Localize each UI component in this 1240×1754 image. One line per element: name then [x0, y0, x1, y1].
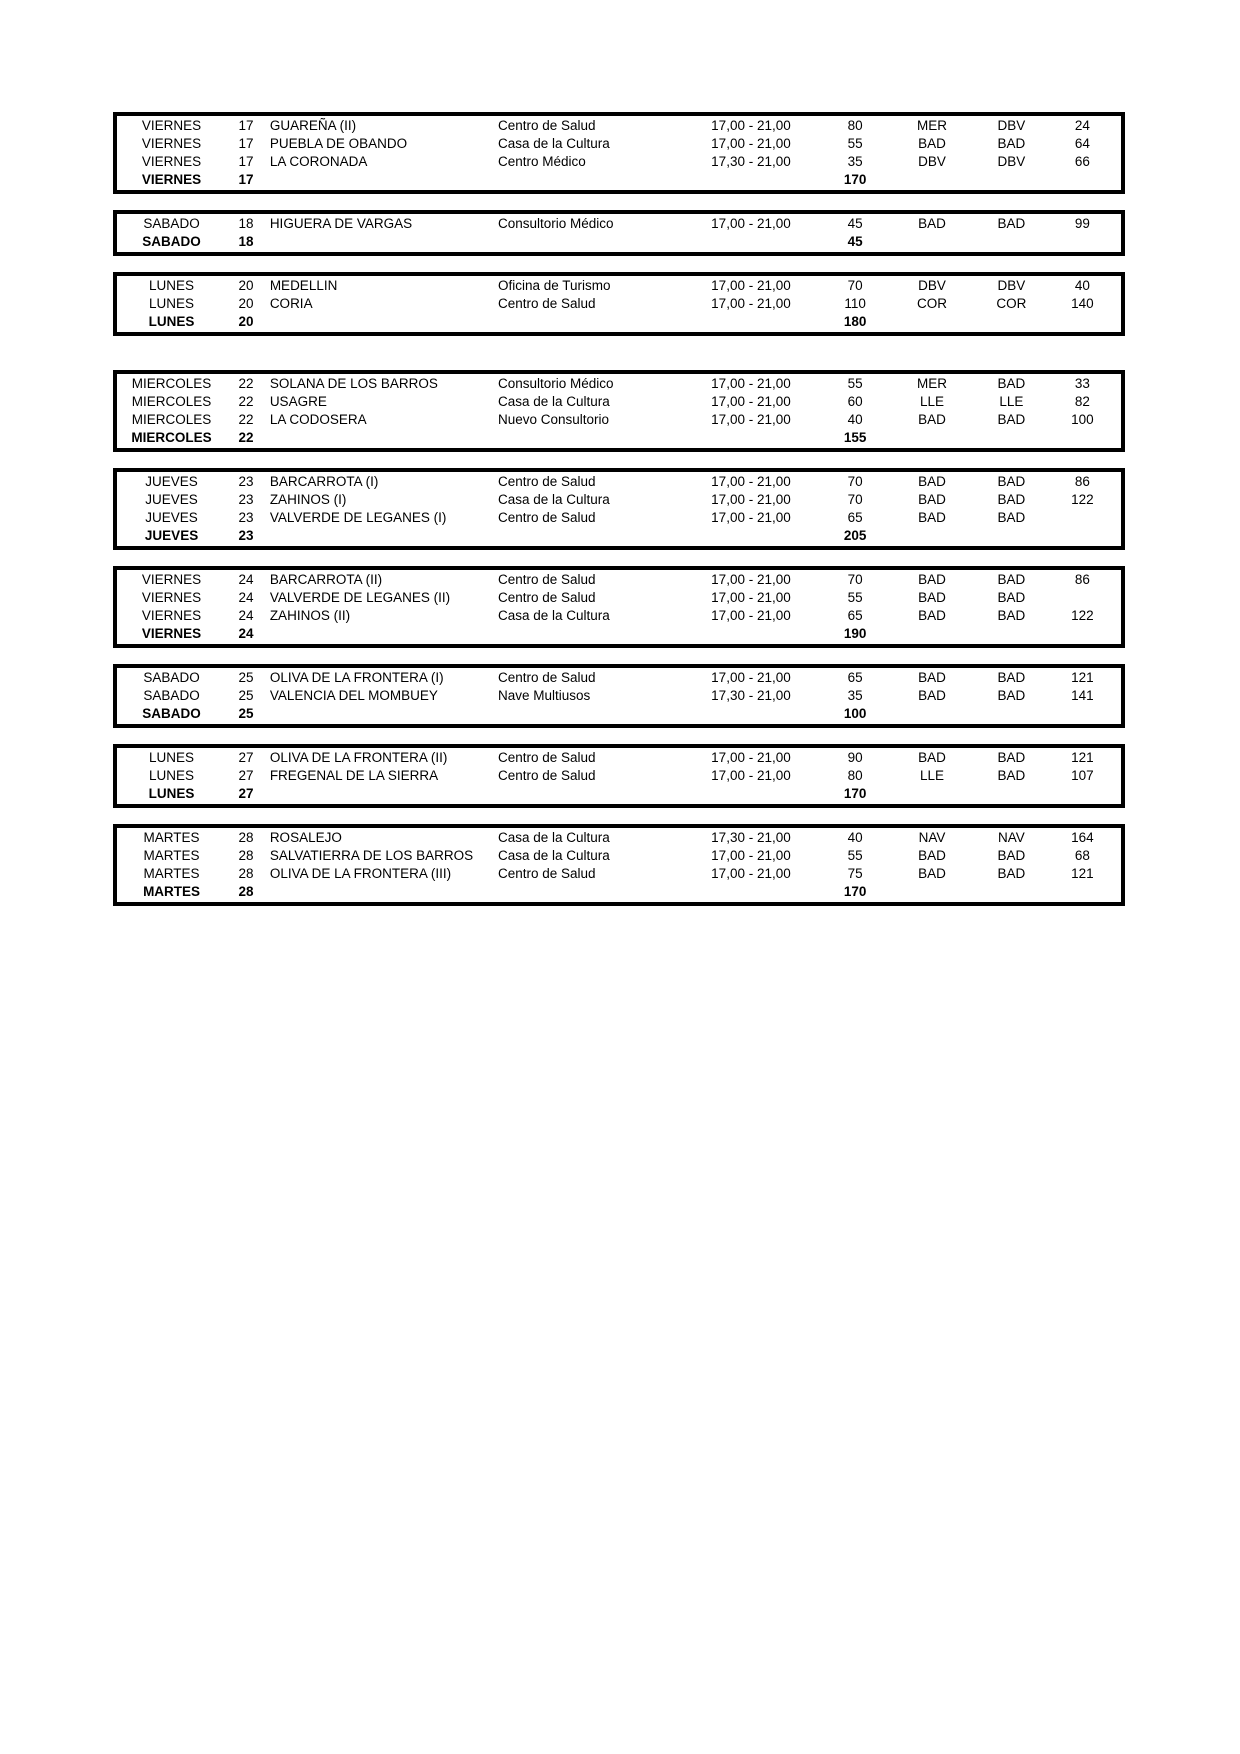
- code-b-cell: COR: [996, 296, 1027, 311]
- number-cell: 24: [1074, 118, 1090, 133]
- hours-cell: 17,00 - 21,00: [711, 768, 791, 783]
- hours-cell: 17,00 - 21,00: [711, 412, 791, 427]
- hours-cell: 17,00 - 21,00: [711, 670, 791, 685]
- hours-cell: 17,00 - 21,00: [711, 278, 791, 293]
- venue-cell: Centro de Salud: [497, 572, 596, 587]
- location-cell: OLIVA DE LA FRONTERA (I): [269, 670, 444, 685]
- day-cell: VIERNES: [141, 608, 202, 623]
- hours-cell: 17,30 - 21,00: [711, 688, 791, 703]
- capacity-cell: 45: [847, 216, 863, 231]
- total-day-cell: VIERNES: [141, 626, 202, 641]
- day-cell: LUNES: [149, 296, 195, 311]
- code-b-cell: BAD: [997, 492, 1026, 507]
- capacity-cell: 70: [847, 492, 863, 507]
- number-cell: 100: [1071, 412, 1094, 427]
- total-date-cell: 18: [238, 234, 254, 249]
- hours-cell: 17,00 - 21,00: [711, 848, 791, 863]
- day-cell: JUEVES: [145, 510, 198, 525]
- hours-cell: 17,00 - 21,00: [711, 750, 791, 765]
- total-row: [117, 625, 1121, 643]
- code-a-cell: BAD: [918, 216, 946, 231]
- table-row: [117, 295, 1121, 313]
- schedule-group: [113, 272, 1125, 336]
- number-cell: 107: [1071, 768, 1094, 783]
- total-day-cell: MARTES: [143, 884, 201, 899]
- hours-cell: 17,00 - 21,00: [711, 590, 791, 605]
- date-cell: 27: [238, 750, 254, 765]
- total-date-cell: 24: [238, 626, 254, 641]
- capacity-cell: 80: [847, 118, 863, 133]
- table-row: [117, 491, 1121, 509]
- code-b-cell: BAD: [997, 412, 1026, 427]
- table-row: [117, 473, 1121, 491]
- capacity-cell: 65: [847, 670, 863, 685]
- venue-cell: Nave Multiusos: [497, 688, 591, 703]
- number-cell: 64: [1074, 136, 1090, 151]
- code-b-cell: BAD: [997, 768, 1026, 783]
- date-cell: 23: [238, 474, 254, 489]
- total-capacity-cell: 170: [843, 786, 867, 801]
- date-cell: 17: [238, 154, 254, 169]
- capacity-cell: 35: [847, 154, 863, 169]
- number-cell: 33: [1074, 376, 1090, 391]
- table-row: [117, 277, 1121, 295]
- total-day-cell: SABADO: [142, 706, 201, 721]
- capacity-cell: 60: [847, 394, 863, 409]
- venue-cell: Casa de la Cultura: [497, 492, 610, 507]
- total-date-cell: 22: [238, 430, 254, 445]
- hours-cell: 17,00 - 21,00: [711, 474, 791, 489]
- total-capacity-cell: 100: [843, 706, 867, 721]
- code-a-cell: DBV: [918, 154, 946, 169]
- location-cell: LA CODOSERA: [269, 412, 367, 427]
- date-cell: 17: [238, 118, 254, 133]
- table-row: [117, 589, 1121, 607]
- number-cell: 86: [1074, 474, 1090, 489]
- hours-cell: 17,00 - 21,00: [711, 608, 791, 623]
- venue-cell: Centro de Salud: [497, 296, 596, 311]
- table-row: [117, 411, 1121, 429]
- total-date-cell: 27: [238, 786, 254, 801]
- code-b-cell: BAD: [997, 136, 1026, 151]
- location-cell: VALVERDE DE LEGANES (I): [269, 510, 447, 525]
- location-cell: FREGENAL DE LA SIERRA: [269, 768, 439, 783]
- number-cell: 40: [1074, 278, 1090, 293]
- total-row: [117, 527, 1121, 545]
- date-cell: 22: [238, 376, 254, 391]
- total-date-cell: 17: [238, 172, 254, 187]
- total-capacity-cell: 45: [847, 234, 863, 249]
- venue-cell: Consultorio Médico: [497, 376, 614, 391]
- code-b-cell: NAV: [998, 830, 1025, 845]
- code-a-cell: BAD: [918, 670, 946, 685]
- code-a-cell: BAD: [918, 492, 946, 507]
- table-row: [117, 829, 1121, 847]
- venue-cell: Centro de Salud: [497, 768, 596, 783]
- schedule-group: [113, 468, 1125, 550]
- code-b-cell: BAD: [997, 216, 1026, 231]
- total-day-cell: LUNES: [148, 314, 195, 329]
- total-row: [117, 171, 1121, 189]
- code-b-cell: BAD: [997, 608, 1026, 623]
- date-cell: 23: [238, 492, 254, 507]
- code-b-cell: BAD: [997, 572, 1026, 587]
- total-capacity-cell: 190: [843, 626, 867, 641]
- day-cell: JUEVES: [145, 474, 198, 489]
- day-cell: MARTES: [143, 830, 200, 845]
- code-a-cell: BAD: [918, 750, 946, 765]
- location-cell: VALENCIA DEL MOMBUEY: [269, 688, 438, 703]
- date-cell: 27: [238, 768, 254, 783]
- table-row: [117, 153, 1121, 171]
- total-capacity-cell: 180: [843, 314, 867, 329]
- location-cell: HIGUERA DE VARGAS: [269, 216, 413, 231]
- code-a-cell: BAD: [918, 412, 946, 427]
- hours-cell: 17,00 - 21,00: [711, 866, 791, 881]
- venue-cell: Casa de la Cultura: [497, 394, 610, 409]
- code-a-cell: BAD: [918, 572, 946, 587]
- day-cell: LUNES: [149, 750, 195, 765]
- capacity-cell: 40: [847, 412, 863, 427]
- total-capacity-cell: 155: [843, 430, 867, 445]
- schedule-group: [113, 112, 1125, 194]
- hours-cell: 17,00 - 21,00: [711, 394, 791, 409]
- capacity-cell: 75: [847, 866, 863, 881]
- date-cell: 28: [238, 866, 254, 881]
- capacity-cell: 55: [847, 136, 863, 151]
- number-cell: 121: [1071, 670, 1094, 685]
- total-day-cell: VIERNES: [141, 172, 202, 187]
- location-cell: OLIVA DE LA FRONTERA (II): [269, 750, 448, 765]
- number-cell: 121: [1071, 866, 1094, 881]
- capacity-cell: 35: [847, 688, 863, 703]
- total-day-cell: MIERCOLES: [131, 430, 212, 445]
- total-capacity-cell: 170: [843, 172, 867, 187]
- schedule-group: [113, 744, 1125, 808]
- hours-cell: 17,00 - 21,00: [711, 376, 791, 391]
- table-row: [117, 749, 1121, 767]
- total-day-cell: SABADO: [142, 234, 201, 249]
- capacity-cell: 70: [847, 572, 863, 587]
- location-cell: VALVERDE DE LEGANES (II): [269, 590, 451, 605]
- total-row: [117, 705, 1121, 723]
- venue-cell: Centro de Salud: [497, 590, 596, 605]
- day-cell: LUNES: [149, 278, 195, 293]
- location-cell: PUEBLA DE OBANDO: [269, 136, 408, 151]
- number-cell: 141: [1071, 688, 1094, 703]
- number-cell: 140: [1071, 296, 1094, 311]
- code-a-cell: MER: [917, 118, 948, 133]
- venue-cell: Centro de Salud: [497, 670, 596, 685]
- table-row: [117, 135, 1121, 153]
- number-cell: 99: [1074, 216, 1090, 231]
- code-a-cell: BAD: [918, 474, 946, 489]
- table-row: [117, 117, 1121, 135]
- venue-cell: Casa de la Cultura: [497, 848, 610, 863]
- schedule-group: [113, 824, 1125, 906]
- location-cell: LA CORONADA: [269, 154, 368, 169]
- table-row: [117, 375, 1121, 393]
- code-b-cell: BAD: [997, 866, 1026, 881]
- number-cell: 164: [1071, 830, 1094, 845]
- date-cell: 24: [238, 572, 254, 587]
- venue-cell: Consultorio Médico: [497, 216, 614, 231]
- location-cell: BARCARROTA (I): [269, 474, 379, 489]
- number-cell: 66: [1074, 154, 1090, 169]
- date-cell: 22: [238, 394, 254, 409]
- day-cell: MARTES: [143, 866, 200, 881]
- venue-cell: Centro de Salud: [497, 510, 596, 525]
- total-date-cell: 28: [238, 884, 254, 899]
- total-day-cell: JUEVES: [144, 528, 199, 543]
- code-b-cell: DBV: [997, 118, 1026, 133]
- day-cell: LUNES: [149, 768, 195, 783]
- table-row: [117, 767, 1121, 785]
- table-row: [117, 571, 1121, 589]
- capacity-cell: 90: [847, 750, 863, 765]
- table-row: [117, 687, 1121, 705]
- total-row: [117, 429, 1121, 447]
- code-a-cell: COR: [917, 296, 948, 311]
- code-a-cell: LLE: [920, 394, 945, 409]
- schedule-group: [113, 210, 1125, 256]
- location-cell: ZAHINOS (I): [269, 492, 347, 507]
- date-cell: 28: [238, 848, 254, 863]
- code-a-cell: BAD: [918, 866, 946, 881]
- total-capacity-cell: 205: [843, 528, 867, 543]
- date-cell: 25: [238, 688, 254, 703]
- table-row: [117, 847, 1121, 865]
- total-row: [117, 233, 1121, 251]
- total-date-cell: 25: [238, 706, 254, 721]
- number-cell: 122: [1071, 608, 1094, 623]
- date-cell: 20: [238, 296, 254, 311]
- table-row: [117, 393, 1121, 411]
- table-row: [117, 215, 1121, 233]
- day-cell: SABADO: [143, 670, 200, 685]
- location-cell: GUAREÑA (II): [269, 118, 357, 133]
- day-cell: VIERNES: [141, 572, 202, 587]
- capacity-cell: 55: [847, 376, 863, 391]
- location-cell: ZAHINOS (II): [269, 608, 351, 623]
- venue-cell: Centro de Salud: [497, 474, 596, 489]
- number-cell: 68: [1074, 848, 1090, 863]
- location-cell: SOLANA DE LOS BARROS: [269, 376, 438, 391]
- location-cell: USAGRE: [269, 394, 327, 409]
- code-b-cell: LLE: [999, 394, 1024, 409]
- date-cell: 24: [238, 608, 254, 623]
- code-b-cell: BAD: [997, 376, 1026, 391]
- date-cell: 17: [238, 136, 254, 151]
- hours-cell: 17,00 - 21,00: [711, 216, 791, 231]
- capacity-cell: 40: [847, 830, 863, 845]
- code-a-cell: NAV: [918, 830, 946, 845]
- day-cell: SABADO: [143, 688, 200, 703]
- code-a-cell: BAD: [918, 848, 946, 863]
- capacity-cell: 80: [847, 768, 863, 783]
- code-b-cell: BAD: [997, 848, 1026, 863]
- code-b-cell: BAD: [997, 510, 1026, 525]
- day-cell: MIERCOLES: [131, 376, 212, 391]
- date-cell: 23: [238, 510, 254, 525]
- location-cell: CORIA: [269, 296, 313, 311]
- table-row: [117, 865, 1121, 883]
- number-cell: 122: [1071, 492, 1094, 507]
- day-cell: MIERCOLES: [131, 412, 212, 427]
- total-row: [117, 313, 1121, 331]
- venue-cell: Oficina de Turismo: [497, 278, 611, 293]
- code-b-cell: DBV: [997, 154, 1026, 169]
- total-capacity-cell: 170: [843, 884, 867, 899]
- code-a-cell: BAD: [918, 688, 946, 703]
- hours-cell: 17,00 - 21,00: [711, 136, 791, 151]
- capacity-cell: 55: [847, 848, 863, 863]
- day-cell: MIERCOLES: [131, 394, 212, 409]
- table-row: [117, 669, 1121, 687]
- hours-cell: 17,30 - 21,00: [711, 154, 791, 169]
- number-cell: 82: [1074, 394, 1090, 409]
- location-cell: ROSALEJO: [269, 830, 342, 845]
- code-b-cell: BAD: [997, 750, 1026, 765]
- total-day-cell: LUNES: [148, 786, 195, 801]
- capacity-cell: 70: [847, 474, 863, 489]
- total-date-cell: 23: [238, 528, 254, 543]
- number-cell: 86: [1074, 572, 1090, 587]
- total-date-cell: 20: [238, 314, 254, 329]
- total-row: [117, 785, 1121, 803]
- venue-cell: Centro de Salud: [497, 866, 596, 881]
- day-cell: VIERNES: [141, 118, 202, 133]
- capacity-cell: 110: [844, 296, 866, 311]
- day-cell: SABADO: [143, 216, 200, 231]
- date-cell: 18: [238, 216, 254, 231]
- code-b-cell: DBV: [997, 278, 1026, 293]
- schedule-table: [113, 112, 1125, 922]
- capacity-cell: 55: [847, 590, 863, 605]
- hours-cell: 17,00 - 21,00: [711, 572, 791, 587]
- schedule-group: [113, 370, 1125, 452]
- hours-cell: 17,30 - 21,00: [711, 830, 791, 845]
- capacity-cell: 65: [847, 608, 863, 623]
- code-b-cell: BAD: [997, 474, 1026, 489]
- hours-cell: 17,00 - 21,00: [711, 118, 791, 133]
- schedule-group: [113, 664, 1125, 728]
- location-cell: BARCARROTA (II): [269, 572, 383, 587]
- venue-cell: Casa de la Cultura: [497, 608, 610, 623]
- venue-cell: Centro de Salud: [497, 118, 596, 133]
- venue-cell: Centro Médico: [497, 154, 586, 169]
- code-a-cell: BAD: [918, 136, 946, 151]
- day-cell: VIERNES: [141, 590, 202, 605]
- date-cell: 25: [238, 670, 254, 685]
- location-cell: OLIVA DE LA FRONTERA (III): [269, 866, 452, 881]
- number-cell: 121: [1071, 750, 1094, 765]
- capacity-cell: 70: [847, 278, 863, 293]
- code-a-cell: LLE: [920, 768, 945, 783]
- date-cell: 24: [238, 590, 254, 605]
- hours-cell: 17,00 - 21,00: [711, 296, 791, 311]
- code-b-cell: BAD: [997, 670, 1026, 685]
- venue-cell: Casa de la Cultura: [497, 830, 610, 845]
- day-cell: VIERNES: [141, 136, 202, 151]
- hours-cell: 17,00 - 21,00: [711, 510, 791, 525]
- code-a-cell: MER: [917, 376, 948, 391]
- venue-cell: Centro de Salud: [497, 750, 596, 765]
- total-row: [117, 883, 1121, 901]
- code-a-cell: BAD: [918, 590, 946, 605]
- date-cell: 22: [238, 412, 254, 427]
- venue-cell: Casa de la Cultura: [497, 136, 610, 151]
- code-a-cell: DBV: [918, 278, 946, 293]
- venue-cell: Nuevo Consultorio: [497, 412, 610, 427]
- capacity-cell: 65: [847, 510, 863, 525]
- day-cell: VIERNES: [141, 154, 202, 169]
- code-b-cell: BAD: [997, 590, 1026, 605]
- hours-cell: 17,00 - 21,00: [711, 492, 791, 507]
- table-row: [117, 509, 1121, 527]
- schedule-group: [113, 566, 1125, 648]
- location-cell: SALVATIERRA DE LOS BARROS: [269, 848, 474, 863]
- date-cell: 20: [238, 278, 254, 293]
- day-cell: MARTES: [143, 848, 200, 863]
- code-a-cell: BAD: [918, 608, 946, 623]
- table-row: [117, 607, 1121, 625]
- date-cell: 28: [238, 830, 254, 845]
- day-cell: JUEVES: [145, 492, 198, 507]
- code-b-cell: BAD: [997, 688, 1026, 703]
- location-cell: MEDELLIN: [269, 278, 338, 293]
- code-a-cell: BAD: [918, 510, 946, 525]
